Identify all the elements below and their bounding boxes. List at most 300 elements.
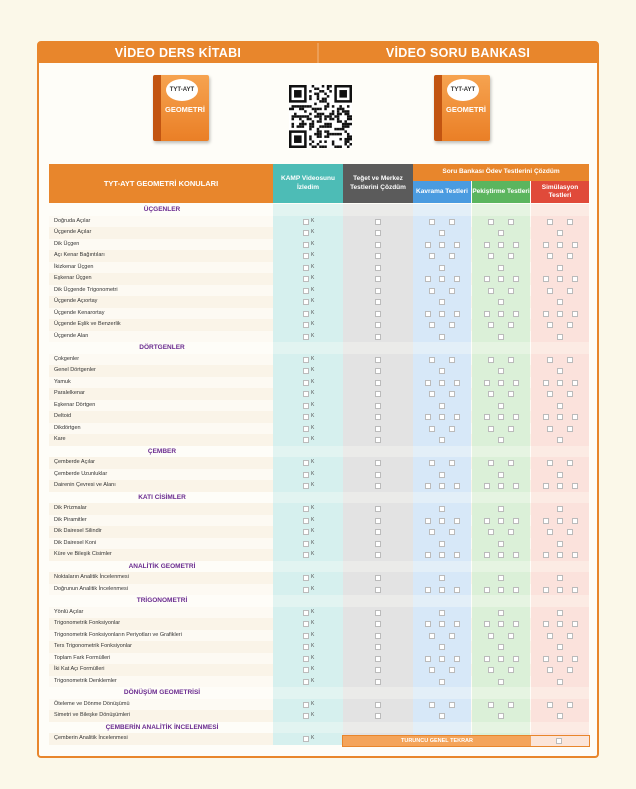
checkbox[interactable]	[454, 311, 460, 317]
checkbox[interactable]	[498, 541, 504, 547]
checkbox[interactable]	[303, 368, 309, 374]
checkbox[interactable]	[543, 518, 549, 524]
checkbox[interactable]	[557, 276, 563, 282]
checkbox[interactable]	[439, 311, 445, 317]
checkbox[interactable]	[375, 426, 381, 432]
checkbox[interactable]	[547, 391, 553, 397]
checkbox[interactable]	[449, 253, 455, 259]
checkbox[interactable]	[439, 713, 445, 719]
checkbox[interactable]	[557, 575, 563, 581]
checkbox[interactable]	[547, 702, 553, 708]
checkbox[interactable]	[557, 380, 563, 386]
checkbox[interactable]	[543, 587, 549, 593]
checkbox[interactable]	[567, 702, 573, 708]
checkbox[interactable]	[303, 610, 309, 616]
checkbox[interactable]	[572, 311, 578, 317]
checkbox[interactable]	[557, 368, 563, 374]
checkbox[interactable]	[547, 219, 553, 225]
checkbox[interactable]	[498, 311, 504, 317]
checkbox[interactable]	[375, 460, 381, 466]
checkbox[interactable]	[303, 253, 309, 259]
checkbox[interactable]	[484, 621, 490, 627]
checkbox[interactable]	[454, 380, 460, 386]
checkbox[interactable]	[513, 483, 519, 489]
checkbox[interactable]	[303, 322, 309, 328]
checkbox[interactable]	[425, 518, 431, 524]
checkbox[interactable]	[303, 242, 309, 248]
checkbox[interactable]	[557, 644, 563, 650]
checkbox[interactable]	[508, 391, 514, 397]
checkbox[interactable]	[429, 633, 435, 639]
checkbox[interactable]	[425, 587, 431, 593]
checkbox[interactable]	[303, 230, 309, 236]
checkbox[interactable]	[498, 380, 504, 386]
checkbox[interactable]	[375, 702, 381, 708]
checkbox[interactable]	[513, 587, 519, 593]
checkbox[interactable]	[513, 518, 519, 524]
checkbox[interactable]	[429, 667, 435, 673]
checkbox[interactable]	[375, 679, 381, 685]
checkbox[interactable]	[498, 644, 504, 650]
checkbox[interactable]	[508, 460, 514, 466]
checkbox[interactable]	[498, 610, 504, 616]
checkbox[interactable]	[508, 702, 514, 708]
checkbox[interactable]	[439, 506, 445, 512]
checkbox[interactable]	[572, 242, 578, 248]
checkbox[interactable]	[429, 460, 435, 466]
checkbox[interactable]	[498, 518, 504, 524]
checkbox[interactable]	[303, 633, 309, 639]
checkbox[interactable]	[498, 679, 504, 685]
checkbox[interactable]	[439, 656, 445, 662]
checkbox[interactable]	[513, 552, 519, 558]
checkbox[interactable]	[303, 219, 309, 225]
kamp-cell	[273, 365, 343, 377]
checkbox[interactable]	[303, 644, 309, 650]
checkbox[interactable]	[498, 656, 504, 662]
checkbox[interactable]	[439, 518, 445, 524]
checkbox[interactable]	[488, 391, 494, 397]
checkbox[interactable]	[513, 414, 519, 420]
checkbox[interactable]	[429, 253, 435, 259]
checkbox[interactable]	[547, 322, 553, 328]
checkbox[interactable]	[449, 667, 455, 673]
pekistirme-cell	[472, 676, 530, 688]
checkbox[interactable]	[547, 529, 553, 535]
checkbox[interactable]	[303, 276, 309, 282]
checkbox[interactable]	[498, 506, 504, 512]
checkbox[interactable]	[488, 357, 494, 363]
checkbox[interactable]	[513, 311, 519, 317]
checkbox[interactable]	[567, 253, 573, 259]
checkbox[interactable]	[513, 242, 519, 248]
checkbox[interactable]	[547, 253, 553, 259]
checkbox[interactable]	[484, 552, 490, 558]
checkbox[interactable]	[484, 656, 490, 662]
checkbox[interactable]	[557, 414, 563, 420]
checkbox[interactable]	[425, 242, 431, 248]
checkbox[interactable]	[439, 552, 445, 558]
checkbox[interactable]	[557, 230, 563, 236]
checkbox[interactable]	[303, 357, 309, 363]
checkbox[interactable]	[439, 644, 445, 650]
checkbox[interactable]	[375, 253, 381, 259]
checkbox[interactable]	[547, 288, 553, 294]
checkbox[interactable]	[513, 276, 519, 282]
checkbox[interactable]	[425, 276, 431, 282]
checkbox[interactable]	[439, 483, 445, 489]
checkbox[interactable]	[543, 276, 549, 282]
checkbox[interactable]	[439, 575, 445, 581]
checkbox[interactable]	[488, 253, 494, 259]
checkbox[interactable]	[375, 667, 381, 673]
checkbox[interactable]	[543, 242, 549, 248]
checkbox[interactable]	[303, 621, 309, 627]
topic-label: Dairenin Çevresi ve Alanı	[54, 482, 116, 488]
checkbox[interactable]	[572, 276, 578, 282]
checkbox[interactable]	[488, 633, 494, 639]
checkbox[interactable]	[375, 552, 381, 558]
checkbox[interactable]	[454, 552, 460, 558]
checkbox[interactable]	[508, 288, 514, 294]
checkbox[interactable]	[508, 253, 514, 259]
checkbox[interactable]	[567, 529, 573, 535]
checkbox[interactable]	[498, 552, 504, 558]
checkbox[interactable]	[425, 621, 431, 627]
checkbox[interactable]	[498, 621, 504, 627]
checkbox[interactable]	[429, 702, 435, 708]
checkbox[interactable]	[488, 322, 494, 328]
checkbox[interactable]	[513, 656, 519, 662]
checkbox[interactable]	[454, 656, 460, 662]
checkbox[interactable]	[439, 472, 445, 478]
checkbox[interactable]	[375, 391, 381, 397]
checkbox[interactable]	[303, 437, 309, 443]
checkbox[interactable]	[439, 230, 445, 236]
checkbox[interactable]	[513, 380, 519, 386]
checkbox[interactable]	[439, 368, 445, 374]
checkbox[interactable]	[508, 426, 514, 432]
checkbox[interactable]	[375, 414, 381, 420]
checkbox[interactable]	[547, 633, 553, 639]
checkbox[interactable]	[488, 219, 494, 225]
checkbox[interactable]	[543, 552, 549, 558]
checkbox[interactable]	[567, 426, 573, 432]
checkbox[interactable]	[543, 656, 549, 662]
checkbox[interactable]	[508, 529, 514, 535]
checkbox[interactable]	[547, 426, 553, 432]
checkbox[interactable]	[557, 587, 563, 593]
checkbox[interactable]	[303, 667, 309, 673]
checkbox[interactable]	[375, 276, 381, 282]
checkbox[interactable]	[567, 391, 573, 397]
checkbox[interactable]	[572, 483, 578, 489]
checkbox[interactable]	[488, 426, 494, 432]
checkbox[interactable]	[303, 414, 309, 420]
checkbox[interactable]	[439, 437, 445, 443]
checkbox[interactable]	[375, 322, 381, 328]
checkbox[interactable]	[303, 460, 309, 466]
checkbox[interactable]	[303, 403, 309, 409]
checkbox[interactable]	[557, 713, 563, 719]
checkbox[interactable]	[498, 587, 504, 593]
checkbox[interactable]	[484, 311, 490, 317]
checkbox[interactable]	[567, 357, 573, 363]
checkbox[interactable]	[439, 541, 445, 547]
checkbox[interactable]	[488, 529, 494, 535]
checkbox[interactable]	[429, 357, 435, 363]
checkbox[interactable]	[454, 518, 460, 524]
checkbox[interactable]	[425, 552, 431, 558]
checkbox[interactable]	[375, 368, 381, 374]
checkbox[interactable]	[303, 713, 309, 719]
checkbox[interactable]	[508, 633, 514, 639]
checkbox[interactable]	[498, 368, 504, 374]
checkbox[interactable]	[429, 322, 435, 328]
checkbox[interactable]	[498, 334, 504, 340]
checkbox[interactable]	[439, 299, 445, 305]
checkbox[interactable]	[508, 219, 514, 225]
checkbox[interactable]	[375, 529, 381, 535]
checkbox[interactable]	[543, 311, 549, 317]
checkbox[interactable]	[439, 679, 445, 685]
checkbox[interactable]	[557, 610, 563, 616]
checkbox[interactable]	[572, 518, 578, 524]
checkbox[interactable]	[484, 518, 490, 524]
checkbox[interactable]	[303, 391, 309, 397]
checkbox[interactable]	[557, 483, 563, 489]
qr-code-icon[interactable]	[289, 85, 352, 148]
checkbox[interactable]	[375, 265, 381, 271]
checkbox[interactable]	[375, 472, 381, 478]
checkbox[interactable]	[303, 736, 309, 742]
pekistirme-cell	[472, 319, 530, 331]
checkbox[interactable]	[488, 702, 494, 708]
checkbox[interactable]	[454, 276, 460, 282]
checkbox[interactable]	[557, 552, 563, 558]
checkbox[interactable]	[557, 656, 563, 662]
checkbox[interactable]	[567, 288, 573, 294]
checkbox[interactable]	[449, 460, 455, 466]
checkbox[interactable]	[449, 633, 455, 639]
checkbox[interactable]	[484, 242, 490, 248]
checkbox[interactable]	[425, 483, 431, 489]
checkbox[interactable]	[303, 265, 309, 271]
checkbox[interactable]	[375, 633, 381, 639]
checkbox[interactable]	[375, 380, 381, 386]
checkbox[interactable]	[375, 357, 381, 363]
checkbox[interactable]	[439, 414, 445, 420]
checkbox[interactable]	[498, 713, 504, 719]
checkbox[interactable]	[429, 219, 435, 225]
checkbox[interactable]	[375, 334, 381, 340]
checkbox[interactable]	[572, 552, 578, 558]
checkbox[interactable]	[567, 460, 573, 466]
checkbox[interactable]	[543, 414, 549, 420]
checkbox[interactable]	[375, 644, 381, 650]
checkbox[interactable]	[375, 518, 381, 524]
checkbox[interactable]	[498, 242, 504, 248]
checkbox[interactable]	[303, 299, 309, 305]
checkbox[interactable]	[557, 518, 563, 524]
checkbox[interactable]	[488, 288, 494, 294]
checkbox[interactable]	[488, 460, 494, 466]
checkbox[interactable]	[303, 334, 309, 340]
checkbox[interactable]	[449, 426, 455, 432]
checkbox[interactable]	[429, 529, 435, 535]
checkbox[interactable]	[303, 426, 309, 432]
checkbox[interactable]	[375, 506, 381, 512]
checkbox[interactable]	[498, 472, 504, 478]
checkbox[interactable]	[557, 541, 563, 547]
checkbox[interactable]	[429, 288, 435, 294]
checkbox[interactable]	[303, 311, 309, 317]
checkbox[interactable]	[484, 587, 490, 593]
checkbox[interactable]	[303, 518, 309, 524]
checkbox[interactable]	[439, 242, 445, 248]
checkbox[interactable]	[303, 679, 309, 685]
checkbox[interactable]	[375, 483, 381, 489]
checkbox[interactable]	[454, 483, 460, 489]
checkbox[interactable]	[543, 483, 549, 489]
checkbox[interactable]	[513, 621, 519, 627]
checkbox[interactable]	[454, 621, 460, 627]
checkbox[interactable]	[498, 276, 504, 282]
checkbox[interactable]	[303, 587, 309, 593]
checkbox[interactable]	[557, 403, 563, 409]
checkbox[interactable]	[449, 322, 455, 328]
checkbox[interactable]	[488, 667, 494, 673]
checkbox[interactable]	[303, 575, 309, 581]
checkbox[interactable]	[498, 437, 504, 443]
checkbox[interactable]	[375, 656, 381, 662]
checkbox[interactable]	[484, 483, 490, 489]
checkbox[interactable]	[303, 702, 309, 708]
checkbox[interactable]	[557, 299, 563, 305]
checkbox[interactable]	[303, 506, 309, 512]
checkbox[interactable]	[454, 414, 460, 420]
checkbox[interactable]	[439, 334, 445, 340]
checkbox[interactable]	[543, 380, 549, 386]
checkbox[interactable]	[449, 702, 455, 708]
checkbox[interactable]	[498, 265, 504, 271]
checkbox[interactable]	[303, 656, 309, 662]
checkbox[interactable]	[303, 380, 309, 386]
checkbox[interactable]	[498, 299, 504, 305]
checkbox[interactable]	[572, 414, 578, 420]
checkbox[interactable]	[498, 230, 504, 236]
checkbox[interactable]	[439, 403, 445, 409]
checkbox[interactable]	[498, 403, 504, 409]
checkbox[interactable]	[567, 667, 573, 673]
checkbox[interactable]	[375, 242, 381, 248]
checkbox[interactable]	[547, 667, 553, 673]
checkbox[interactable]	[425, 380, 431, 386]
checkbox[interactable]	[439, 610, 445, 616]
checkbox[interactable]	[557, 311, 563, 317]
checkbox[interactable]	[303, 552, 309, 558]
checkbox[interactable]	[375, 575, 381, 581]
checkbox[interactable]	[375, 403, 381, 409]
checkbox[interactable]	[498, 414, 504, 420]
checkbox[interactable]	[375, 230, 381, 236]
checkbox[interactable]	[454, 587, 460, 593]
checkbox[interactable]	[439, 587, 445, 593]
checkbox[interactable]	[498, 483, 504, 489]
checkbox[interactable]	[375, 437, 381, 443]
checkbox[interactable]	[484, 276, 490, 282]
checkbox[interactable]	[572, 621, 578, 627]
checkbox[interactable]	[375, 288, 381, 294]
checkbox[interactable]	[439, 265, 445, 271]
checkbox[interactable]	[454, 242, 460, 248]
checkbox[interactable]	[508, 357, 514, 363]
checkbox[interactable]	[425, 656, 431, 662]
checkbox[interactable]	[375, 299, 381, 305]
checkbox[interactable]	[449, 391, 455, 397]
checkbox[interactable]	[557, 334, 563, 340]
checkbox[interactable]	[425, 311, 431, 317]
checkbox[interactable]	[572, 587, 578, 593]
checkbox[interactable]	[484, 380, 490, 386]
checkbox[interactable]	[547, 460, 553, 466]
checkbox[interactable]	[303, 529, 309, 535]
checkbox[interactable]	[484, 414, 490, 420]
checkbox[interactable]	[449, 219, 455, 225]
checkbox[interactable]	[567, 219, 573, 225]
genel-tekrar-checkbox[interactable]	[556, 738, 562, 744]
checkbox[interactable]	[425, 414, 431, 420]
checkbox[interactable]	[557, 437, 563, 443]
checkbox[interactable]	[508, 322, 514, 328]
checkbox[interactable]	[303, 288, 309, 294]
checkbox[interactable]	[567, 322, 573, 328]
checkbox[interactable]	[429, 391, 435, 397]
checkbox[interactable]	[572, 656, 578, 662]
checkbox[interactable]	[572, 380, 578, 386]
checkbox[interactable]	[449, 529, 455, 535]
checkbox[interactable]	[508, 667, 514, 673]
checkbox[interactable]	[375, 587, 381, 593]
checkbox[interactable]	[375, 610, 381, 616]
kamp-marker: K	[311, 539, 315, 546]
checkbox[interactable]	[449, 357, 455, 363]
checkbox[interactable]	[557, 621, 563, 627]
checkbox[interactable]	[557, 472, 563, 478]
checkbox[interactable]	[449, 288, 455, 294]
checkbox[interactable]	[429, 426, 435, 432]
checkbox[interactable]	[567, 633, 573, 639]
checkbox[interactable]	[375, 311, 381, 317]
checkbox[interactable]	[547, 357, 553, 363]
checkbox[interactable]	[303, 541, 309, 547]
checkbox[interactable]	[439, 621, 445, 627]
checkbox[interactable]	[375, 219, 381, 225]
checkbox[interactable]	[439, 380, 445, 386]
checkbox[interactable]	[375, 713, 381, 719]
checkbox[interactable]	[303, 483, 309, 489]
checkbox[interactable]	[439, 276, 445, 282]
checkbox[interactable]	[557, 679, 563, 685]
checkbox[interactable]	[375, 621, 381, 627]
checkbox[interactable]	[557, 242, 563, 248]
checkbox[interactable]	[375, 541, 381, 547]
checkbox[interactable]	[557, 506, 563, 512]
checkbox[interactable]	[543, 621, 549, 627]
checkbox[interactable]	[557, 265, 563, 271]
checkbox[interactable]	[303, 472, 309, 478]
checkbox[interactable]	[498, 575, 504, 581]
